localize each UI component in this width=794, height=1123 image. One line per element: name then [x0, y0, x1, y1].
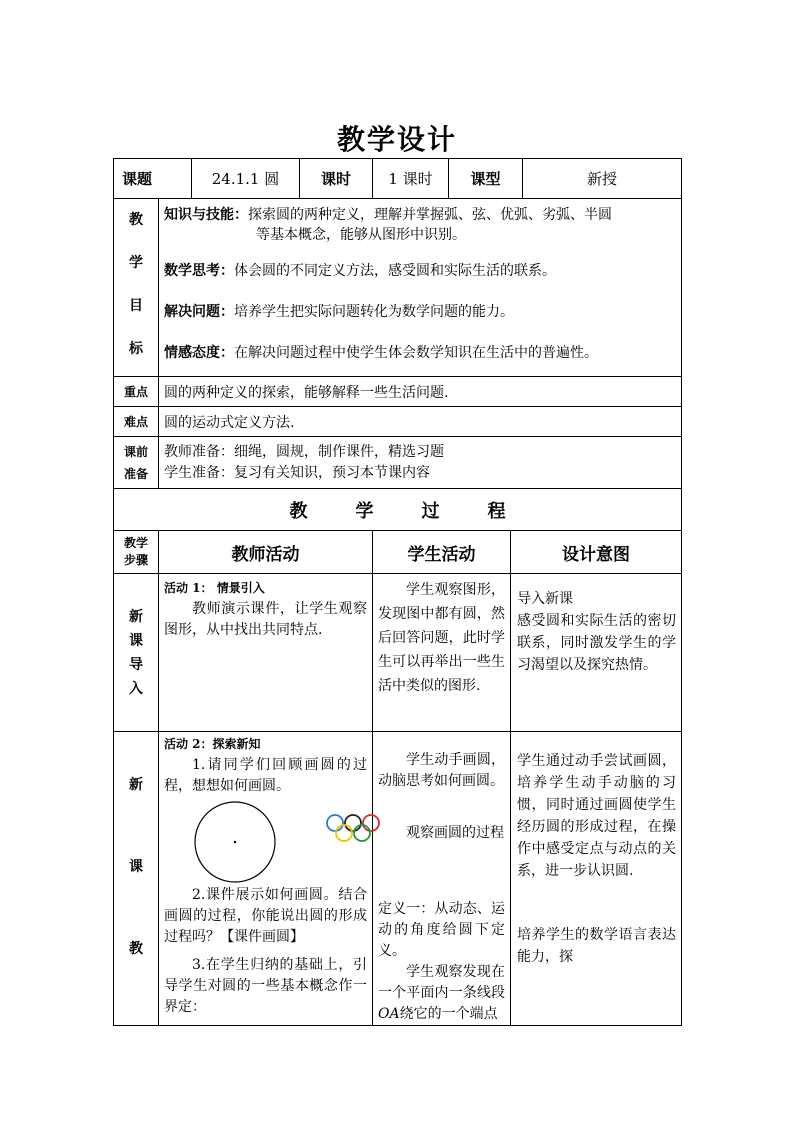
topic-label: 课题: [114, 159, 192, 199]
step-header: [114, 531, 159, 574]
objective-text-continued: 等基本概念，能够从图形中识别。: [256, 227, 466, 243]
activity-step-1: 1.请同学们回顾画圆的过程，想想如何画圆。: [164, 757, 368, 794]
design-intent-header: 设计意图: [511, 531, 682, 574]
process-title-char: 过: [421, 500, 440, 522]
objectives-label-char: 教: [129, 212, 143, 228]
process-header-row: [114, 531, 682, 574]
type-value: 新授: [523, 159, 682, 199]
step-label-char: 新: [129, 777, 143, 793]
segment-label: OA: [378, 1006, 400, 1022]
objectives-row: [114, 199, 682, 377]
objective-text: 在解决问题过程中使学生体会数学知识在生活中的普遍性。: [234, 345, 598, 361]
objective-problem-solving: [164, 302, 676, 322]
key-point-row: [114, 377, 682, 407]
info-row: [114, 159, 682, 199]
student-step-4: [378, 962, 505, 1025]
period-value: 1 课时: [373, 159, 449, 199]
activity-text-body: 教师演示课件，让学生观察图形，从中找出共同特点.: [164, 601, 368, 638]
activity-step-3: 3.在学生归纳的基础上，引导学生对圆的一些基本概念作一界定：: [164, 957, 368, 1015]
period-label: 课时: [300, 159, 373, 199]
preparation-content: [159, 437, 682, 489]
topic-value: 24.1.1 圆: [192, 159, 300, 199]
step-label-char: 导: [129, 656, 143, 673]
teacher-preparation: 教师准备：细绳，圆规，制作课件，精选习题: [164, 443, 444, 460]
teacher-activity-intro: [159, 574, 373, 732]
process-row-intro: [114, 574, 682, 732]
process-title-row: [114, 489, 682, 531]
circle-figure: [164, 797, 367, 885]
key-point-text: 圆的两种定义的探索，能够解释一些生活问题.: [159, 377, 682, 407]
objectives-content: [159, 199, 682, 377]
step-label-char: 课: [129, 859, 143, 875]
step-label-char: 课: [129, 632, 143, 649]
objective-text: 体会圆的不同定义方法，感受圆和实际生活的联系。: [234, 263, 556, 279]
objectives-label: [114, 199, 159, 377]
design-text: 导入新课: [517, 591, 574, 607]
step-label-intro: [114, 574, 159, 732]
step-label-new-lesson: [114, 732, 159, 1026]
difficult-point-text: 圆的运动式定义方法.: [159, 407, 682, 437]
preparation-row: [114, 437, 682, 489]
objective-text: 培养学生把实际问题转化为数学问题的能力。: [234, 304, 514, 320]
process-title-char: 程: [487, 500, 506, 522]
design-intent-new: [511, 732, 682, 1026]
objectives-label-char: 标: [129, 341, 143, 357]
step-label-char: 新: [129, 608, 143, 625]
objective-label: 数学思考：: [164, 263, 234, 279]
student-step-3: 定义一：从动态、运动的角度给圆下定义。: [378, 901, 506, 959]
teacher-activity-header: 教师活动: [159, 531, 373, 574]
circle-drawing: [192, 799, 278, 885]
student-step-4-text: 学生观察发现在一个平面内一条线段: [378, 964, 506, 1001]
objectives-label-char: 目: [129, 298, 143, 314]
student-activity-intro: 学生观察图形，发现图中都有圆，然后回答问题，此时学生可以再举出一些生活中类似的图形.: [373, 574, 511, 732]
student-step-4-text: 绕它的一个端点: [399, 1006, 498, 1022]
difficult-point-label: 难点: [114, 407, 159, 437]
activity-heading: 活动 1： 情景引入: [164, 581, 265, 595]
activity-heading: 活动 2：探索新知: [164, 737, 261, 751]
activity-step-2: 2.课件展示如何画圆。结合画圆的过程，你能说出圆的形成过程吗？【课件画圆】: [164, 887, 368, 945]
objective-knowledge: [164, 205, 676, 245]
preparation-label-line: 准备: [123, 466, 148, 481]
student-step-2: 观察画圆的过程: [406, 825, 505, 841]
lesson-plan-table: [113, 158, 682, 1026]
objective-text: 探索圆的两种定义，理解并掌握弧、弦、优弧、劣弧、半圆: [248, 207, 612, 223]
objective-label: 知识与技能：: [164, 207, 248, 223]
process-row-new-lesson: [114, 732, 682, 1026]
preparation-label: [114, 437, 159, 489]
step-label-char: 入: [129, 680, 143, 697]
step-header-line: 教学: [123, 536, 148, 550]
step-header-line: 步骤: [123, 553, 148, 567]
student-preparation: 学生准备：复习有关知识，预习本节课内容: [164, 464, 430, 481]
student-step-1: 学生动手画圆，动脑思考如何画圆。: [378, 752, 506, 789]
page-title: 教学设计: [336, 123, 457, 156]
objectives-label-char: 学: [129, 255, 143, 271]
type-label: 课型: [449, 159, 523, 199]
objective-attitude: [164, 343, 676, 363]
design-text: 学生通过动手尝试画圆，培养学生动手动脑的习惯，同时通过画圆使学生经历圆的形成过程，在操作中感受定点与动点的关系，进一步认识圆.: [517, 753, 677, 879]
difficult-point-row: [114, 407, 682, 437]
design-intent-intro: [511, 574, 682, 732]
teacher-activity-new: [159, 732, 373, 1026]
objective-thinking: [164, 261, 676, 281]
process-title: [114, 489, 682, 531]
student-activity-header: 学生活动: [373, 531, 511, 574]
process-title-char: 教: [289, 500, 308, 522]
design-text: 培养学生的数学语言表达能力，探: [517, 927, 677, 965]
objective-label: 解决问题：: [164, 304, 234, 320]
process-title-char: 学: [355, 500, 374, 522]
step-label-char: 教: [129, 941, 143, 957]
student-activity-new: [373, 732, 511, 1026]
objective-label: 情感态度：: [164, 345, 234, 361]
preparation-label-line: 课前: [123, 444, 148, 459]
activity-text: [164, 599, 367, 641]
key-point-label: 重点: [114, 377, 159, 407]
design-text: 感受圆和实际生活的密切联系，同时激发学生的学习渴望以及探究热情。: [517, 613, 677, 673]
